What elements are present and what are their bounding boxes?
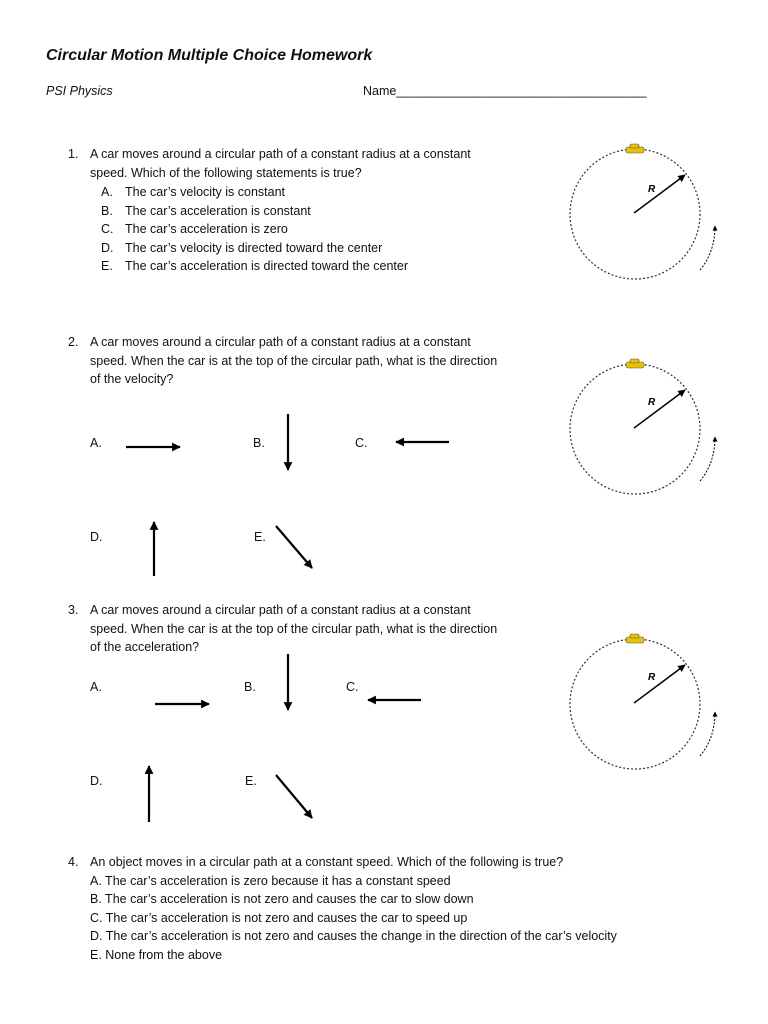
- q3-stem-line: speed. When the car is at the top of the circular path, what is the direction: [90, 621, 498, 636]
- q4-option-c[interactable]: C. The car’s acceleration is not zero and causes the car to speed up: [90, 910, 468, 925]
- q3-choice-a-label[interactable]: A.: [90, 680, 102, 694]
- q4-stem: An object moves in a circular path at a constant speed. Which of the following is true?: [90, 855, 564, 869]
- q3-stem-line: A car moves around a circular path of a constant radius at a constant: [90, 603, 471, 617]
- q2-choice-b-label[interactable]: B.: [253, 436, 265, 450]
- q1-stem-line: speed. Which of the following statements is true?: [90, 165, 362, 180]
- page-title: Circular Motion Multiple Choice Homework: [46, 47, 373, 64]
- q3-circle-diagram: [560, 630, 730, 775]
- option-letter: A.: [101, 185, 113, 199]
- q3-stem-line: of the acceleration?: [90, 640, 200, 654]
- q2-choice-d-label[interactable]: D.: [90, 530, 103, 544]
- option-text: The car’s acceleration is directed toward the center: [125, 259, 409, 273]
- q3-choice-e-label[interactable]: E.: [245, 774, 257, 788]
- q4-option-b[interactable]: B. The car’s acceleration is not zero and causes the car to slow down: [90, 892, 474, 906]
- q4-option-a[interactable]: A. The car’s acceleration is zero because it has a constant speed: [90, 873, 451, 888]
- q2-choice-a-label[interactable]: A.: [90, 436, 102, 450]
- q4-block: [90, 853, 617, 964]
- q2-choice-e-label[interactable]: E.: [254, 530, 266, 544]
- option-letter: B.: [101, 203, 113, 218]
- radius-line: [634, 665, 685, 703]
- q2-number: 2.: [68, 335, 79, 349]
- radius-label: R: [648, 397, 656, 408]
- q2-stem-line: speed. When the car is at the top of the circular path, what is the direction: [90, 353, 498, 368]
- rotation-arrow: [700, 712, 715, 756]
- car-icon: [626, 634, 644, 643]
- q1-stem-line: A car moves around a circular path of a constant radius at a constant: [90, 147, 471, 161]
- q1-number: 1.: [68, 147, 79, 161]
- option-text: The car’s velocity is directed toward the center: [125, 240, 383, 255]
- q3-choice-c-label[interactable]: C.: [346, 680, 359, 694]
- radius-label: R: [648, 184, 656, 195]
- q2-stem-line: of the velocity?: [90, 372, 174, 386]
- q3-number: 3.: [68, 603, 79, 617]
- name-field: Name____________________________________: [363, 84, 647, 98]
- circular-path: [570, 639, 700, 769]
- option-text: The car’s acceleration is zero: [125, 222, 288, 236]
- q3-choice-d-label[interactable]: D.: [90, 774, 103, 788]
- q2-stem-line: A car moves around a circular path of a constant radius at a constant: [90, 335, 471, 349]
- option-text: The car’s velocity is constant: [125, 185, 286, 199]
- q4-option-e[interactable]: E. None from the above: [90, 947, 223, 962]
- option-letter: C.: [101, 222, 114, 236]
- course-name: PSI Physics: [46, 84, 113, 98]
- option-letter: D.: [101, 240, 114, 255]
- option-text: The car’s acceleration is constant: [125, 203, 311, 218]
- q4-option-d[interactable]: D. The car’s acceleration is not zero and causes the change in the direction of the car’s velocity: [90, 929, 617, 943]
- arrow-diagonal-down-right-icon: [276, 775, 312, 818]
- q4-number: 4.: [68, 855, 79, 869]
- radius-label: R: [648, 672, 656, 683]
- q3-choice-b-label[interactable]: B.: [244, 680, 256, 694]
- q2-choice-c-label[interactable]: C.: [355, 436, 368, 450]
- option-letter: E.: [101, 259, 113, 273]
